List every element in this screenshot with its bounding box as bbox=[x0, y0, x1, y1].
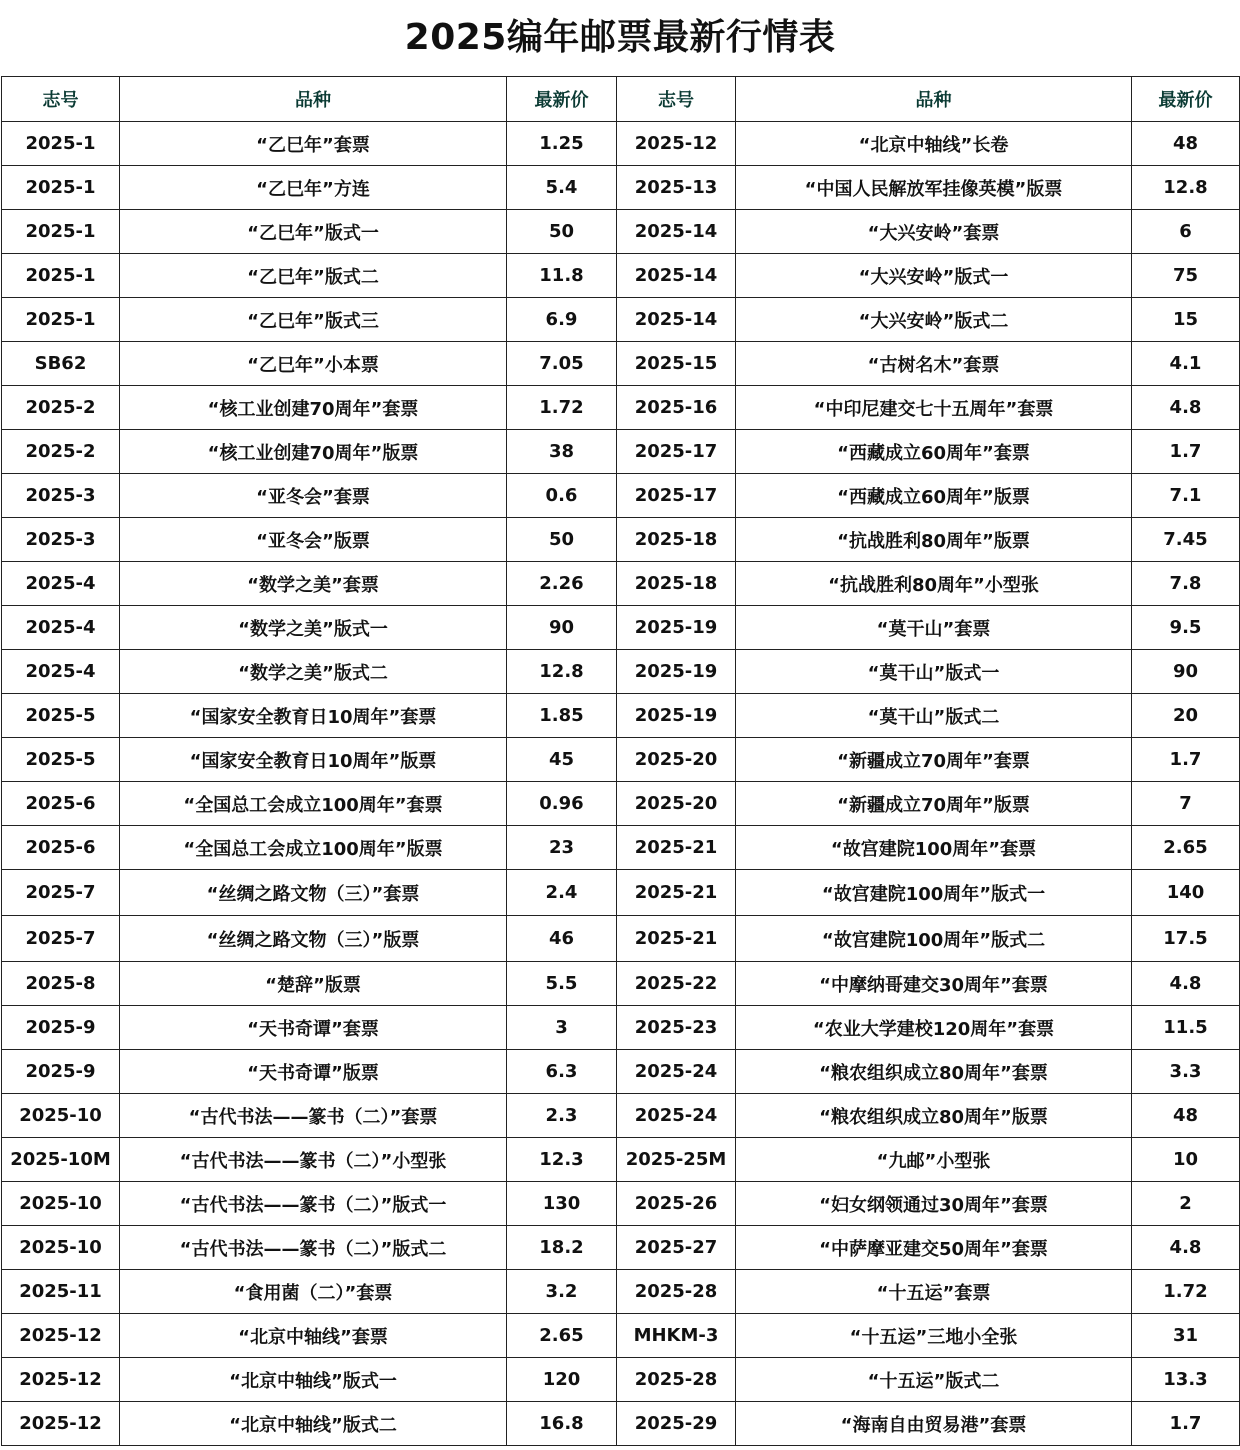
cell-variety-right: “大兴安岭”版式二 bbox=[736, 298, 1132, 342]
table-row bbox=[2, 254, 1240, 298]
cell-issue-no-left: 2025-8 bbox=[2, 962, 120, 1006]
cell-price-right: 31 bbox=[1132, 1314, 1240, 1358]
cell-variety-left: “核工业创建70周年”套票 bbox=[120, 386, 507, 430]
cell-price-left: 11.8 bbox=[507, 254, 617, 298]
cell-variety-right: “新疆成立70周年”套票 bbox=[736, 738, 1132, 782]
cell-price-right: 48 bbox=[1132, 122, 1240, 166]
cell-issue-no-left: 2025-9 bbox=[2, 1006, 120, 1050]
cell-variety-right: “妇女纲领通过30周年”套票 bbox=[736, 1182, 1132, 1226]
cell-price-right: 4.8 bbox=[1132, 386, 1240, 430]
cell-price-right: 7 bbox=[1132, 782, 1240, 826]
cell-issue-no-left: 2025-6 bbox=[2, 782, 120, 826]
cell-issue-no-right: 2025-26 bbox=[617, 1182, 736, 1226]
header-row bbox=[2, 77, 1240, 122]
cell-issue-no-right: 2025-19 bbox=[617, 650, 736, 694]
cell-price-left: 130 bbox=[507, 1182, 617, 1226]
cell-variety-left: “乙巳年”套票 bbox=[120, 122, 507, 166]
cell-issue-no-right: 2025-21 bbox=[617, 826, 736, 870]
cell-issue-no-left: 2025-5 bbox=[2, 738, 120, 782]
cell-issue-no-right: 2025-29 bbox=[617, 1402, 736, 1446]
cell-issue-no-left: 2025-1 bbox=[2, 298, 120, 342]
cell-issue-no-left: 2025-10 bbox=[2, 1094, 120, 1138]
cell-variety-left: “亚冬会”版票 bbox=[120, 518, 507, 562]
cell-variety-left: “全国总工会成立100周年”版票 bbox=[120, 826, 507, 870]
cell-variety-right: “十五运”三地小全张 bbox=[736, 1314, 1132, 1358]
cell-issue-no-right: 2025-20 bbox=[617, 782, 736, 826]
table-row bbox=[2, 1182, 1240, 1226]
table-row bbox=[2, 826, 1240, 870]
cell-price-right: 3.3 bbox=[1132, 1050, 1240, 1094]
cell-variety-left: “全国总工会成立100周年”套票 bbox=[120, 782, 507, 826]
cell-variety-left: “北京中轴线”版式一 bbox=[120, 1358, 507, 1402]
cell-variety-right: “故宫建院100周年”版式一 bbox=[736, 870, 1132, 916]
cell-variety-right: “十五运”版式二 bbox=[736, 1358, 1132, 1402]
cell-price-left: 2.3 bbox=[507, 1094, 617, 1138]
cell-issue-no-right: 2025-15 bbox=[617, 342, 736, 386]
header-price-left: 最新价 bbox=[507, 77, 617, 122]
cell-price-right: 6 bbox=[1132, 210, 1240, 254]
cell-price-right: 90 bbox=[1132, 650, 1240, 694]
cell-variety-right: “农业大学建校120周年”套票 bbox=[736, 1006, 1132, 1050]
cell-variety-left: “古代书法——篆书（二）”小型张 bbox=[120, 1138, 507, 1182]
cell-variety-left: “乙巳年”方连 bbox=[120, 166, 507, 210]
cell-issue-no-left: 2025-1 bbox=[2, 122, 120, 166]
cell-price-right: 2 bbox=[1132, 1182, 1240, 1226]
cell-issue-no-right: 2025-23 bbox=[617, 1006, 736, 1050]
table-row bbox=[2, 430, 1240, 474]
cell-price-left: 1.72 bbox=[507, 386, 617, 430]
cell-issue-no-right: 2025-12 bbox=[617, 122, 736, 166]
cell-issue-no-right: 2025-24 bbox=[617, 1050, 736, 1094]
cell-price-left: 2.26 bbox=[507, 562, 617, 606]
cell-issue-no-left: 2025-1 bbox=[2, 166, 120, 210]
cell-variety-right: “西藏成立60周年”版票 bbox=[736, 474, 1132, 518]
cell-variety-right: “抗战胜利80周年”小型张 bbox=[736, 562, 1132, 606]
cell-price-right: 17.5 bbox=[1132, 916, 1240, 962]
cell-variety-right: “古树名木”套票 bbox=[736, 342, 1132, 386]
cell-variety-right: “莫干山”套票 bbox=[736, 606, 1132, 650]
cell-variety-left: “乙巳年”小本票 bbox=[120, 342, 507, 386]
cell-issue-no-left: 2025-3 bbox=[2, 474, 120, 518]
cell-variety-left: “楚辞”版票 bbox=[120, 962, 507, 1006]
cell-price-right: 12.8 bbox=[1132, 166, 1240, 210]
cell-price-left: 0.6 bbox=[507, 474, 617, 518]
cell-price-left: 45 bbox=[507, 738, 617, 782]
table-row bbox=[2, 1402, 1240, 1446]
cell-variety-right: “北京中轴线”长卷 bbox=[736, 122, 1132, 166]
cell-price-right: 11.5 bbox=[1132, 1006, 1240, 1050]
cell-price-left: 7.05 bbox=[507, 342, 617, 386]
cell-issue-no-left: 2025-10M bbox=[2, 1138, 120, 1182]
table-row bbox=[2, 1006, 1240, 1050]
cell-variety-right: “中萨摩亚建交50周年”套票 bbox=[736, 1226, 1132, 1270]
table-row bbox=[2, 1094, 1240, 1138]
table-row bbox=[2, 166, 1240, 210]
cell-issue-no-left: 2025-10 bbox=[2, 1226, 120, 1270]
table-row bbox=[2, 650, 1240, 694]
price-table bbox=[1, 76, 1240, 1446]
cell-issue-no-left: 2025-3 bbox=[2, 518, 120, 562]
cell-price-right: 15 bbox=[1132, 298, 1240, 342]
cell-price-left: 90 bbox=[507, 606, 617, 650]
table-row bbox=[2, 782, 1240, 826]
cell-issue-no-right: MHKM-3 bbox=[617, 1314, 736, 1358]
cell-variety-left: “国家安全教育日10周年”套票 bbox=[120, 694, 507, 738]
cell-issue-no-right: 2025-14 bbox=[617, 210, 736, 254]
cell-price-right: 140 bbox=[1132, 870, 1240, 916]
header-variety-left: 品种 bbox=[120, 77, 507, 122]
cell-price-left: 0.96 bbox=[507, 782, 617, 826]
cell-variety-right: “粮农组织成立80周年”套票 bbox=[736, 1050, 1132, 1094]
cell-issue-no-right: 2025-22 bbox=[617, 962, 736, 1006]
cell-price-left: 50 bbox=[507, 518, 617, 562]
cell-issue-no-left: 2025-12 bbox=[2, 1358, 120, 1402]
cell-issue-no-right: 2025-18 bbox=[617, 518, 736, 562]
header-variety-right: 品种 bbox=[736, 77, 1132, 122]
cell-issue-no-left: 2025-12 bbox=[2, 1402, 120, 1446]
cell-issue-no-left: 2025-12 bbox=[2, 1314, 120, 1358]
page-title: 2025编年邮票最新行情表 bbox=[404, 17, 836, 58]
table-row bbox=[2, 1314, 1240, 1358]
table-row bbox=[2, 1358, 1240, 1402]
cell-issue-no-left: 2025-2 bbox=[2, 430, 120, 474]
cell-issue-no-right: 2025-13 bbox=[617, 166, 736, 210]
cell-price-right: 7.45 bbox=[1132, 518, 1240, 562]
cell-issue-no-right: 2025-18 bbox=[617, 562, 736, 606]
cell-issue-no-right: 2025-24 bbox=[617, 1094, 736, 1138]
cell-variety-right: “故宫建院100周年”版式二 bbox=[736, 916, 1132, 962]
cell-price-right: 4.8 bbox=[1132, 962, 1240, 1006]
table-row bbox=[2, 562, 1240, 606]
cell-variety-left: “天书奇谭”版票 bbox=[120, 1050, 507, 1094]
cell-price-right: 1.7 bbox=[1132, 430, 1240, 474]
cell-issue-no-right: 2025-19 bbox=[617, 606, 736, 650]
table-row bbox=[2, 386, 1240, 430]
cell-price-left: 46 bbox=[507, 916, 617, 962]
cell-price-right: 1.72 bbox=[1132, 1270, 1240, 1314]
cell-variety-left: “亚冬会”套票 bbox=[120, 474, 507, 518]
cell-issue-no-right: 2025-20 bbox=[617, 738, 736, 782]
cell-variety-right: “莫干山”版式二 bbox=[736, 694, 1132, 738]
cell-variety-right: “莫干山”版式一 bbox=[736, 650, 1132, 694]
cell-variety-right: “大兴安岭”套票 bbox=[736, 210, 1132, 254]
cell-issue-no-right: 2025-25M bbox=[617, 1138, 736, 1182]
cell-price-left: 5.5 bbox=[507, 962, 617, 1006]
cell-issue-no-left: 2025-7 bbox=[2, 916, 120, 962]
cell-price-right: 4.1 bbox=[1132, 342, 1240, 386]
cell-price-left: 2.4 bbox=[507, 870, 617, 916]
cell-issue-no-right: 2025-28 bbox=[617, 1358, 736, 1402]
cell-variety-right: “中印尼建交七十五周年”套票 bbox=[736, 386, 1132, 430]
cell-issue-no-right: 2025-28 bbox=[617, 1270, 736, 1314]
table-row bbox=[2, 694, 1240, 738]
cell-variety-left: “古代书法——篆书（二）”版式一 bbox=[120, 1182, 507, 1226]
table-row bbox=[2, 738, 1240, 782]
table-row bbox=[2, 298, 1240, 342]
cell-price-right: 9.5 bbox=[1132, 606, 1240, 650]
cell-variety-right: “中摩纳哥建交30周年”套票 bbox=[736, 962, 1132, 1006]
cell-variety-left: “数学之美”版式二 bbox=[120, 650, 507, 694]
cell-issue-no-left: 2025-1 bbox=[2, 254, 120, 298]
table-row bbox=[2, 1226, 1240, 1270]
cell-issue-no-right: 2025-16 bbox=[617, 386, 736, 430]
cell-price-right: 10 bbox=[1132, 1138, 1240, 1182]
cell-price-left: 50 bbox=[507, 210, 617, 254]
cell-price-left: 3 bbox=[507, 1006, 617, 1050]
cell-issue-no-left: 2025-7 bbox=[2, 870, 120, 916]
cell-price-left: 16.8 bbox=[507, 1402, 617, 1446]
table-row bbox=[2, 210, 1240, 254]
header-issue-no-right: 志号 bbox=[617, 77, 736, 122]
cell-price-left: 1.25 bbox=[507, 122, 617, 166]
cell-variety-right: “海南自由贸易港”套票 bbox=[736, 1402, 1132, 1446]
cell-issue-no-right: 2025-27 bbox=[617, 1226, 736, 1270]
cell-issue-no-left: 2025-4 bbox=[2, 650, 120, 694]
cell-price-left: 12.3 bbox=[507, 1138, 617, 1182]
cell-price-right: 1.7 bbox=[1132, 1402, 1240, 1446]
cell-issue-no-right: 2025-17 bbox=[617, 474, 736, 518]
cell-price-left: 1.85 bbox=[507, 694, 617, 738]
cell-price-right: 1.7 bbox=[1132, 738, 1240, 782]
header-price-right: 最新价 bbox=[1132, 77, 1240, 122]
cell-variety-right: “九邮”小型张 bbox=[736, 1138, 1132, 1182]
cell-issue-no-left: 2025-5 bbox=[2, 694, 120, 738]
cell-price-left: 5.4 bbox=[507, 166, 617, 210]
cell-variety-right: “新疆成立70周年”版票 bbox=[736, 782, 1132, 826]
cell-issue-no-right: 2025-17 bbox=[617, 430, 736, 474]
table-row bbox=[2, 474, 1240, 518]
cell-price-left: 120 bbox=[507, 1358, 617, 1402]
cell-variety-left: “丝绸之路文物（三）”版票 bbox=[120, 916, 507, 962]
cell-price-left: 2.65 bbox=[507, 1314, 617, 1358]
cell-price-right: 7.8 bbox=[1132, 562, 1240, 606]
cell-issue-no-right: 2025-14 bbox=[617, 298, 736, 342]
cell-variety-left: “丝绸之路文物（三）”套票 bbox=[120, 870, 507, 916]
table-row bbox=[2, 1270, 1240, 1314]
cell-variety-left: “古代书法——篆书（二）”套票 bbox=[120, 1094, 507, 1138]
cell-variety-left: “天书奇谭”套票 bbox=[120, 1006, 507, 1050]
cell-variety-right: “粮农组织成立80周年”版票 bbox=[736, 1094, 1132, 1138]
cell-price-right: 75 bbox=[1132, 254, 1240, 298]
cell-variety-right: “大兴安岭”版式一 bbox=[736, 254, 1132, 298]
cell-variety-right: “故宫建院100周年”套票 bbox=[736, 826, 1132, 870]
cell-variety-left: “食用菌（二）”套票 bbox=[120, 1270, 507, 1314]
cell-variety-left: “古代书法——篆书（二）”版式二 bbox=[120, 1226, 507, 1270]
cell-variety-left: “数学之美”套票 bbox=[120, 562, 507, 606]
table-row bbox=[2, 1138, 1240, 1182]
cell-variety-left: “数学之美”版式一 bbox=[120, 606, 507, 650]
cell-issue-no-left: 2025-2 bbox=[2, 386, 120, 430]
cell-variety-left: “乙巳年”版式三 bbox=[120, 298, 507, 342]
cell-issue-no-left: 2025-4 bbox=[2, 562, 120, 606]
cell-variety-left: “北京中轴线”套票 bbox=[120, 1314, 507, 1358]
cell-issue-no-right: 2025-19 bbox=[617, 694, 736, 738]
cell-price-right: 4.8 bbox=[1132, 1226, 1240, 1270]
cell-issue-no-right: 2025-21 bbox=[617, 916, 736, 962]
cell-price-right: 48 bbox=[1132, 1094, 1240, 1138]
cell-variety-left: “北京中轴线”版式二 bbox=[120, 1402, 507, 1446]
table-row bbox=[2, 122, 1240, 166]
cell-price-left: 6.9 bbox=[507, 298, 617, 342]
table-row bbox=[2, 962, 1240, 1006]
cell-price-left: 6.3 bbox=[507, 1050, 617, 1094]
cell-price-left: 38 bbox=[507, 430, 617, 474]
cell-issue-no-left: 2025-11 bbox=[2, 1270, 120, 1314]
cell-issue-no-left: 2025-4 bbox=[2, 606, 120, 650]
table-row bbox=[2, 916, 1240, 962]
cell-issue-no-left: 2025-10 bbox=[2, 1182, 120, 1226]
cell-price-right: 2.65 bbox=[1132, 826, 1240, 870]
cell-variety-left: “乙巳年”版式二 bbox=[120, 254, 507, 298]
cell-variety-right: “西藏成立60周年”套票 bbox=[736, 430, 1132, 474]
header-issue-no-left: 志号 bbox=[2, 77, 120, 122]
table-row bbox=[2, 518, 1240, 562]
cell-issue-no-left: SB62 bbox=[2, 342, 120, 386]
cell-issue-no-left: 2025-6 bbox=[2, 826, 120, 870]
cell-price-left: 12.8 bbox=[507, 650, 617, 694]
cell-issue-no-right: 2025-21 bbox=[617, 870, 736, 916]
cell-issue-no-left: 2025-9 bbox=[2, 1050, 120, 1094]
cell-price-left: 18.2 bbox=[507, 1226, 617, 1270]
table-row bbox=[2, 606, 1240, 650]
cell-price-right: 20 bbox=[1132, 694, 1240, 738]
cell-variety-right: “十五运”套票 bbox=[736, 1270, 1132, 1314]
table-row bbox=[2, 342, 1240, 386]
cell-price-right: 7.1 bbox=[1132, 474, 1240, 518]
cell-variety-right: “抗战胜利80周年”版票 bbox=[736, 518, 1132, 562]
cell-variety-left: “乙巳年”版式一 bbox=[120, 210, 507, 254]
cell-issue-no-right: 2025-14 bbox=[617, 254, 736, 298]
table-row bbox=[2, 870, 1240, 916]
cell-issue-no-left: 2025-1 bbox=[2, 210, 120, 254]
cell-variety-left: “核工业创建70周年”版票 bbox=[120, 430, 507, 474]
cell-price-left: 23 bbox=[507, 826, 617, 870]
cell-price-left: 3.2 bbox=[507, 1270, 617, 1314]
cell-variety-left: “国家安全教育日10周年”版票 bbox=[120, 738, 507, 782]
table-row bbox=[2, 1050, 1240, 1094]
cell-price-right: 13.3 bbox=[1132, 1358, 1240, 1402]
cell-variety-right: “中国人民解放军挂像英模”版票 bbox=[736, 166, 1132, 210]
